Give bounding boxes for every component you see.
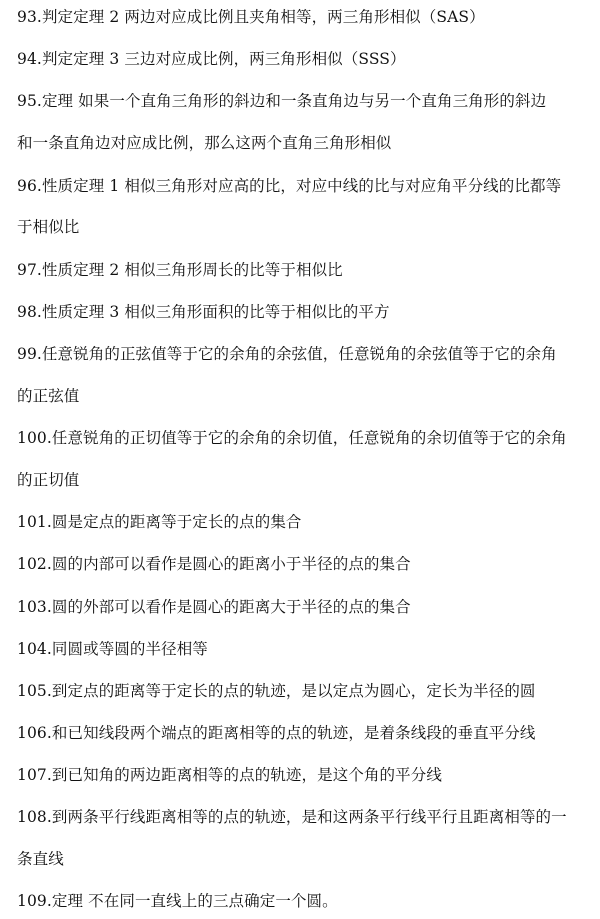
text-line: 108.到两条平行线距离相等的点的轨迹，是和这两条平行线平行且距离相等的一 (17, 808, 567, 826)
text-line: 和一条直角边对应成比例，那么这两个直角三角形相似 (17, 134, 392, 152)
text-line: 99.任意锐角的正弦值等于它的余角的余弦值，任意锐角的余弦值等于它的余角 (17, 345, 557, 363)
text-line: 103.圆的外部可以看作是圆心的距离大于半径的点的集合 (17, 598, 411, 616)
text-line: 100.任意锐角的正切值等于它的余角的余切值，任意锐角的余切值等于它的余角 (17, 429, 567, 447)
text-line: 96.性质定理 1 相似三角形对应高的比，对应中线的比与对应角平分线的比都等 (17, 177, 562, 195)
text-line: 106.和已知线段两个端点的距离相等的点的轨迹，是着条线段的垂直平分线 (17, 724, 536, 742)
text-line: 107.到已知角的两边距离相等的点的轨迹，是这个角的平分线 (17, 766, 442, 784)
text-line: 的正弦值 (17, 387, 80, 405)
text-line: 的正切值 (17, 471, 80, 489)
text-line: 于相似比 (17, 218, 80, 236)
text-line: 101.圆是定点的距离等于定长的点的集合 (17, 513, 302, 531)
text-line: 条直线 (17, 850, 64, 868)
text-line: 93.判定定理 2 两边对应成比例且夹角相等，两三角形相似（SAS） (17, 8, 485, 26)
text-line: 94.判定定理 3 三边对应成比例，两三角形相似（SSS） (17, 50, 406, 68)
text-line: 102.圆的内部可以看作是圆心的距离小于半径的点的集合 (17, 555, 411, 573)
text-line: 97.性质定理 2 相似三角形周长的比等于相似比 (17, 261, 343, 279)
text-line: 98.性质定理 3 相似三角形面积的比等于相似比的平方 (17, 303, 390, 321)
text-line: 95.定理 如果一个直角三角形的斜边和一条直角边与另一个直角三角形的斜边 (17, 92, 547, 110)
text-line: 109.定理 不在同一直线上的三点确定一个圆。 (17, 892, 338, 910)
text-line: 105.到定点的距离等于定长的点的轨迹，是以定点为圆心，定长为半径的圆 (17, 682, 536, 700)
text-line: 104.同圆或等圆的半径相等 (17, 640, 208, 658)
